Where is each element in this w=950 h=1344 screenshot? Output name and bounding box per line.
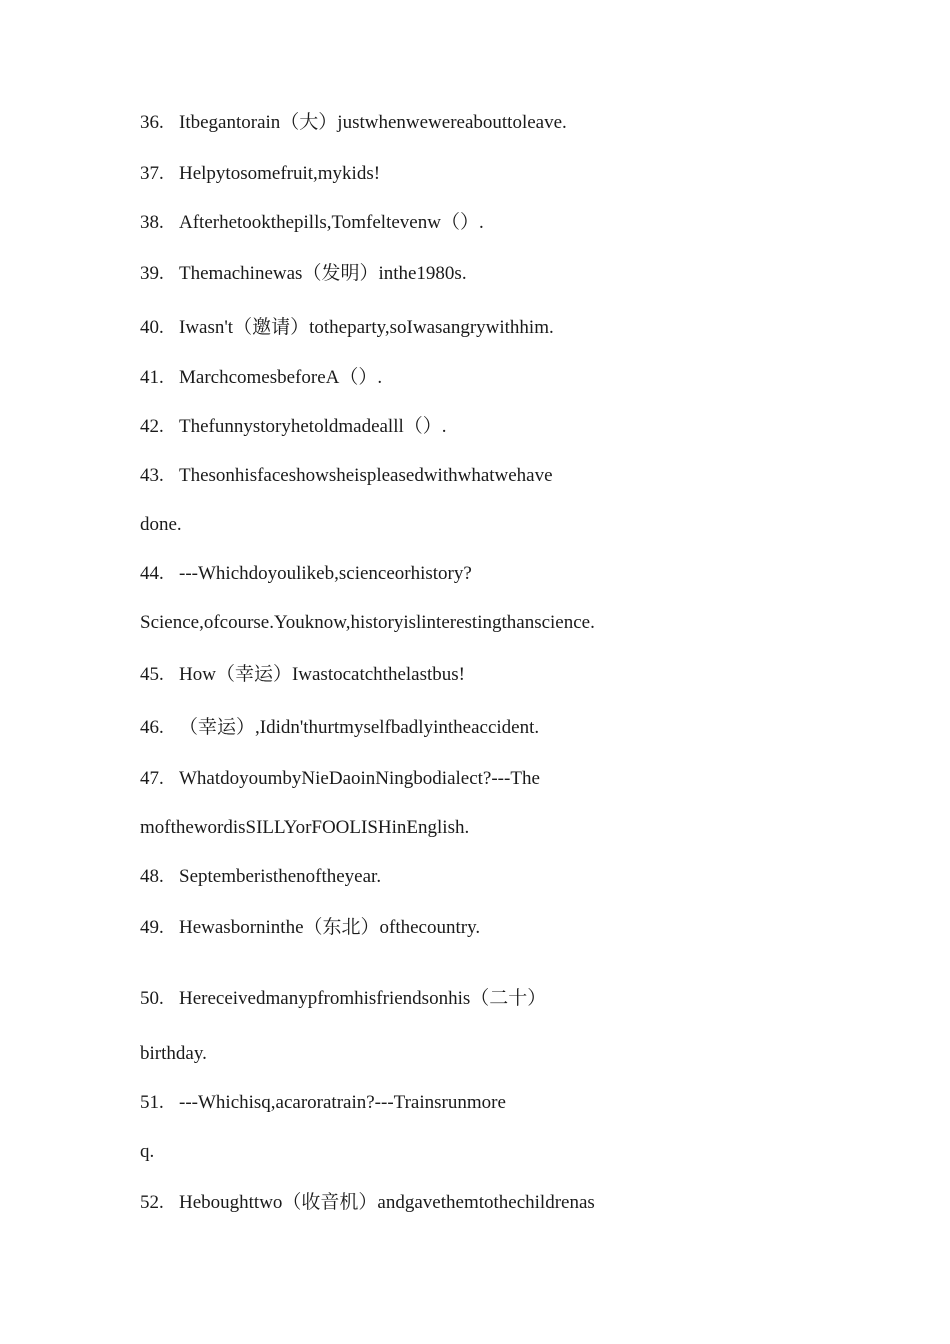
- question-51: [140, 1091, 506, 1115]
- question-37: [140, 162, 380, 186]
- question-40: [140, 316, 554, 340]
- question-number: 49.: [140, 917, 164, 938]
- question-number: 50.: [140, 988, 164, 1009]
- question-51-continuation: q.: [140, 1141, 155, 1162]
- question-49: [140, 916, 480, 940]
- question-number: 42.: [140, 416, 164, 437]
- question-text: Heboughttwo（收音机）andgavethemtothechildrenas: [179, 1192, 595, 1213]
- question-text: Thefunnystoryhetoldmadealll（）.: [179, 416, 447, 437]
- question-text: Afterhetookthepills,Tomfeltevenw（）.: [179, 212, 484, 233]
- question-43-continuation: done.: [140, 514, 182, 535]
- question-number: 39.: [140, 263, 164, 284]
- question-number: 40.: [140, 317, 164, 338]
- question-number: 48.: [140, 866, 164, 887]
- question-number: 46.: [140, 717, 164, 738]
- question-38: [140, 211, 484, 235]
- question-number: 52.: [140, 1192, 164, 1213]
- question-46: [140, 716, 539, 740]
- question-44-continuation: Science,ofcourse.Youknow,historyislinterestingthanscience.: [140, 612, 595, 633]
- question-47: [140, 767, 540, 791]
- question-text: ---Whichisq,acaroratrain?---Trainsrunmore: [179, 1092, 506, 1113]
- question-number: 47.: [140, 768, 164, 789]
- question-text: How（幸运）Iwastocatchthelastbus!: [179, 664, 465, 685]
- question-43: [140, 464, 553, 488]
- question-text: MarchcomesbeforeA（）.: [179, 367, 383, 388]
- question-50-continuation: birthday.: [140, 1043, 207, 1064]
- question-45: [140, 663, 465, 687]
- question-number: 37.: [140, 163, 164, 184]
- question-text: Septemberisthenoftheyear.: [179, 866, 382, 887]
- question-41: [140, 366, 382, 390]
- question-47-continuation: mofthewordisSILLYorFOOLISHinEnglish.: [140, 817, 470, 838]
- question-number: 51.: [140, 1092, 164, 1113]
- question-number: 43.: [140, 465, 164, 486]
- question-44: [140, 562, 472, 586]
- question-48: [140, 865, 381, 889]
- question-text: Hewasborninthe（东北）ofthecountry.: [179, 917, 481, 938]
- question-number: 36.: [140, 112, 164, 133]
- question-number: 41.: [140, 367, 164, 388]
- question-number: 44.: [140, 563, 164, 584]
- question-text: Themachinewas（发明）inthe1980s.: [179, 263, 467, 284]
- question-text: Thesonhisfaceshowsheispleasedwithwhatwehave: [179, 465, 553, 486]
- question-text: Itbegantorain（大）justwhenwewereabouttoleave.: [179, 112, 567, 133]
- question-text: （幸运）,Ididn'thurtmyselfbadlyintheaccident.: [179, 717, 540, 738]
- question-number: 45.: [140, 664, 164, 685]
- question-36: [140, 111, 567, 135]
- question-text: WhatdoyoumbyNieDaoinNingbodialect?---The: [179, 768, 540, 789]
- question-text: Helpytosomefruit,mykids!: [179, 163, 381, 184]
- question-text: Hereceivedmanypfromhisfriendsonhis（二十）: [179, 988, 547, 1009]
- question-50: [140, 987, 546, 1011]
- question-42: [140, 415, 447, 439]
- question-text: ---Whichdoyoulikeb,scienceorhistory?: [179, 563, 472, 584]
- question-text: Iwasn't（邀请）totheparty,soIwasangrywithhim.: [179, 317, 554, 338]
- question-39: [140, 262, 467, 286]
- question-number: 38.: [140, 212, 164, 233]
- question-52: [140, 1191, 595, 1215]
